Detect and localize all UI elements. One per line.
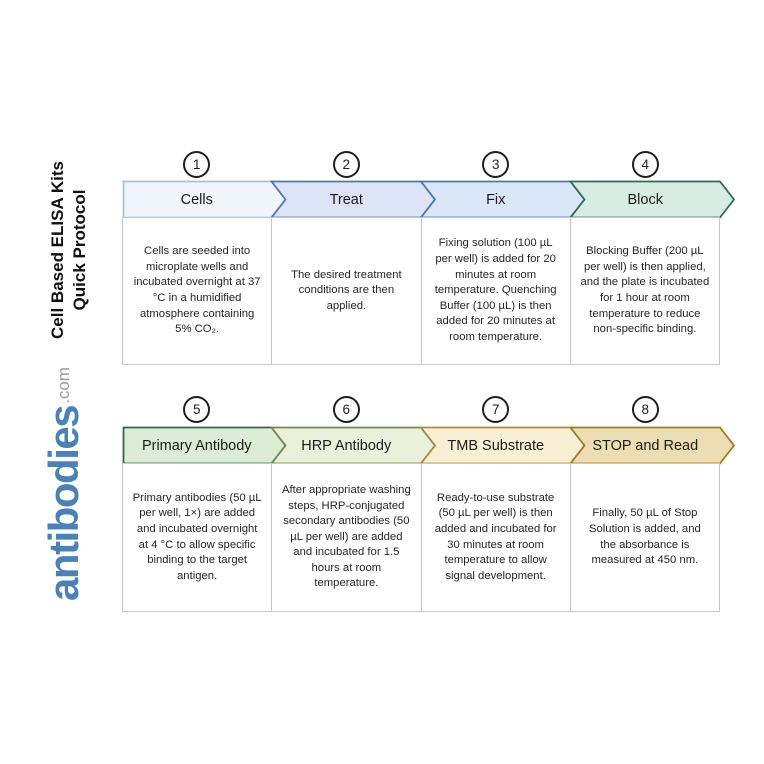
step-labels-row1 (122, 180, 720, 219)
step-2-number-badge: 2 (333, 151, 360, 178)
step-1-description: Cells are seeded into microplate wells and incubated overnight at 37 °C in a humidified atmosphere containing 5% CO₂. (122, 217, 272, 365)
step-4-label: Block (627, 191, 663, 208)
step-3-description: Fixing solution (100 µL per well) is added for 20 minutes at room temperature. Quenching Buffer (100 µL) is then added for 20 minutes at room temperature. (421, 217, 571, 365)
step-8-label: STOP and Read (592, 437, 699, 454)
protocol-title-line2: Quick Protocol (69, 189, 89, 311)
step-5-label: Primary Antibody (141, 437, 252, 454)
step-3-label: Fix (486, 191, 506, 208)
step-4-description: Blocking Buffer (200 µL per well) is then applied, and the plate is incubated for 1 hour at room temperature to reduce non-specific binding. (570, 217, 720, 365)
step-7-number-badge: 7 (482, 396, 509, 423)
step-1-label: Cells (180, 191, 213, 208)
protocol-title-line1: Cell Based ELISA Kits (48, 161, 67, 339)
step-6-description: After appropriate washing steps, HRP-conjugated secondary antibodies (50 µL per well) are added and incubated for 1.5 hours at room temperature. (271, 463, 421, 612)
step-5-number-badge: 5 (183, 396, 210, 423)
step-8-description: Finally, 50 µL of Stop Solution is added, and the absorbance is measured at 450 nm. (570, 463, 720, 612)
brand-suffix: .com (54, 367, 73, 404)
step-2-label: Treat (329, 191, 363, 208)
step-descriptions-row2 (122, 463, 720, 612)
step-5-description: Primary antibodies (50 µL per well, 1×) are added and incubated overnight at 4 °C to allow specific binding to the target antigen. (122, 463, 272, 612)
step-6-label: HRP Antibody (301, 437, 392, 454)
brand-name: antibodies (40, 405, 87, 601)
protocol-title (47, 155, 91, 345)
step-4-number-badge: 4 (632, 151, 659, 178)
step-numbers-row1 (122, 151, 720, 178)
step-6-number-badge: 6 (333, 396, 360, 423)
step-7-label: TMB Substrate (447, 437, 545, 454)
step-8-number-badge: 8 (632, 396, 659, 423)
step-descriptions-row1 (122, 217, 720, 365)
step-numbers-row2 (122, 396, 720, 423)
brand-logo (24, 354, 104, 614)
step-1-number-badge: 1 (183, 151, 210, 178)
step-labels-row2 (122, 426, 720, 465)
step-7-description: Ready-to-use substrate (50 µL per well) is then added and incubated for 30 minutes at room temperature to allow signal development. (421, 463, 571, 612)
step-3-number-badge: 3 (482, 151, 509, 178)
step-2-description: The desired treatment conditions are then applied. (271, 217, 421, 365)
